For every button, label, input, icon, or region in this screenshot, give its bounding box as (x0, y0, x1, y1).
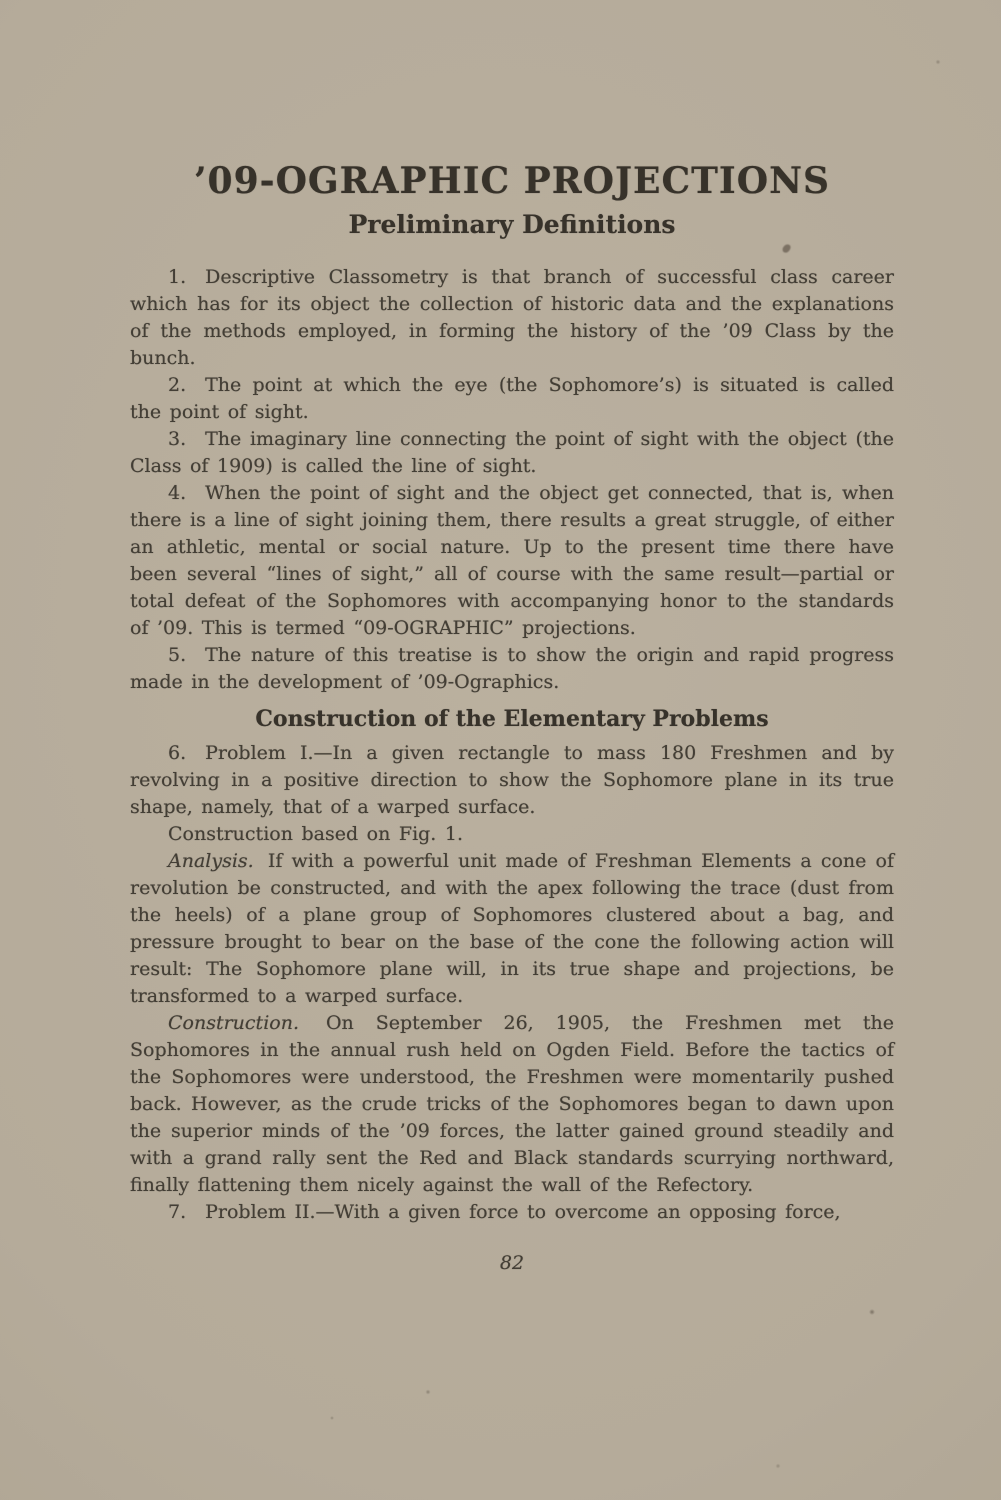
paragraph-problem-1: 6. Problem I.—In a given rectangle to mass 180 Freshmen and by revolving in a positive direction to show the Sophomore plane in its true shape, namely, that of a warped surface. (130, 742, 894, 818)
page-title: ’09-OGRAPHIC PROJECTIONS (194, 160, 830, 202)
analysis-text: If with a powerful unit made of Freshman Elements a cone of revolution be constructed, and with the apex following the trace (dust from the heels) of a plane group of Sophomores clustered about a bag, and pressure brought to bear on the base of the cone the following action will result: The Sophomore plane will, in its true shape and projections, be transformed to a warped surface. (130, 850, 895, 1007)
scan-speck (781, 243, 791, 254)
page-number: 82 (499, 1252, 525, 1274)
paragraph-problem-2: 7. Problem II.—With a given force to overcome an opposing force, (168, 1201, 841, 1223)
paragraph-definition-4: 4. When the point of sight and the object get connected, that is, when there is a line of sight joining them, there results a great struggle, of either an athletic, mental or social nature. Up to the present time there have been several “lines of sight,” all of course with the same result—partial or total defeat of the Sophomores with accompanying honor to the standards of ’09. This is termed “09-OGRAPHIC” projections. (130, 482, 894, 639)
paragraph-definition-5: 5. The nature of this treatise is to show the origin and rapid progress made in the development of ’09-Ographics. (130, 644, 894, 693)
paragraph-fig-reference: Construction based on Fig. 1. (168, 823, 464, 845)
page-subtitle: Preliminary Definitions (348, 210, 676, 239)
text-column (130, 160, 894, 1274)
paragraph-definition-2: 2. The point at which the eye (the Sophomore’s) is situated is called the point of sight. (130, 374, 894, 423)
paragraph-analysis (130, 848, 894, 1010)
construction-text: On September 26, 1905, the Freshmen met the Sophomores in the annual rush held on Ogden Field. Before the tactics of the Sophomores were understood, the Freshmen were momentarily pushed back. However, as the crude tricks of the Sophomores began to dawn upon the superior minds of the ’09 forces, the latter gained ground steadily and with a grand rally sent the Red and Black standards scurrying northward, finally flattening them nicely against the wall of the Refectory. (130, 1012, 894, 1196)
paragraph-definition-1: 1. Descriptive Classometry is that branch of successful class career which has for its object the collection of historic data and the explanations of the methods employed, in forming the history of the ’09 Class by the bunch. (130, 266, 894, 369)
paragraph-definition-3: 3. The imaginary line connecting the point of sight with the object (the Class of 1909) is called the line of sight. (130, 428, 894, 477)
section-heading-construction: Construction of the Elementary Problems (255, 706, 769, 732)
analysis-lead-italic: Analysis. (168, 850, 254, 872)
paragraph-construction (130, 1010, 894, 1199)
construction-lead-italic: Construction. (168, 1012, 299, 1034)
